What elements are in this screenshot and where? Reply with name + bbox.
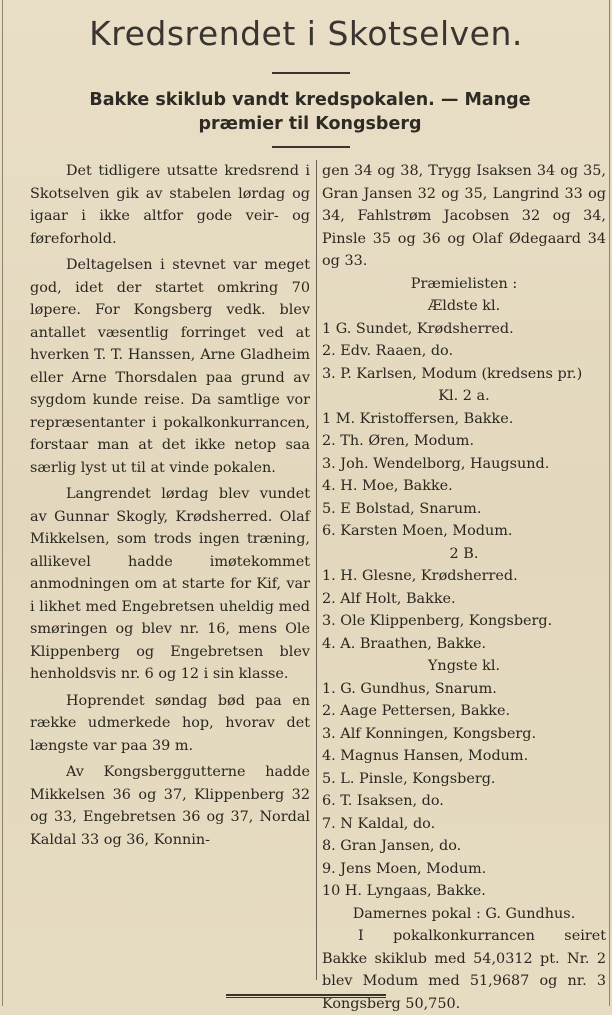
paragraph: Det tidligere utsatte kredsrend i Skotselven gik av stabelen lørdag og igaar i ikke altfor gode veir- og føreforhold. — [30, 163, 310, 247]
list-item: 3. P. Karlsen, Modum (kredsens pr.) — [322, 365, 583, 382]
list-item: 6. Karsten Moen, Modum. — [322, 523, 513, 539]
article-title: Kredsrendet i Skotselven. — [89, 14, 523, 53]
list-item: 3. Ole Klippenberg, Kongsberg. — [322, 613, 553, 629]
ladies-cup: Damernes pokal : G. Gundhus. — [352, 905, 576, 922]
bottom-rule — [226, 994, 386, 998]
right-column — [322, 160, 606, 1015]
list-item: 1. H. Glesne, Krødsherred. — [322, 568, 518, 584]
subtitle-line-2: præmier til Kongsberg — [198, 114, 422, 134]
list-item: 4. H. Moe, Bakke. — [322, 478, 453, 494]
list-item: 2. Th. Øren, Modum. — [322, 433, 475, 449]
list-item: 4. A. Braathen, Bakke. — [322, 635, 487, 652]
paragraph: Av Kongsberggutterne hadde Mikkelsen 36 og 37, Klippenberg 32 og 33, Engebretsen 36 og 37, Nordal Kaldal 33 og 36, Konnin- — [30, 764, 310, 848]
left-border — [2, 0, 3, 1006]
title-rule — [272, 72, 350, 74]
class-heading: Kl. 2 a. — [438, 388, 490, 404]
list-item: 2. Alf Holt, Bakke. — [322, 590, 456, 607]
list-item: 6. T. Isaksen, do. — [322, 793, 444, 809]
list-item: 3. Joh. Wendelborg, Haugsund. — [322, 455, 550, 472]
list-item: 1. G. Gundhus, Snarum. — [322, 680, 497, 697]
list-item: 5. L. Pinsle, Kongsberg. — [322, 770, 496, 787]
list-item: 7. N Kaldal, do. — [322, 815, 436, 832]
paragraph: Deltagelsen i stevnet var meget god, idet der startet omkring 70 løpere. For Kongsberg vedk. blev antallet væsentlig forringet ved at hverken T. T. Hanssen, Arne Gladheim eller Arne Thorsdalen paa grund av sygdom kunde reise. Da samtlige vor repræsentanter i pokalkonkurrancen, forstaar man at det ikke netop saa særlig lyst ut til at vinde pokalen. — [30, 257, 310, 476]
list-item: 2. Edv. Raaen, do. — [322, 343, 454, 359]
list-item: 2. Aage Pettersen, Bakke. — [322, 703, 511, 719]
right-border — [609, 0, 610, 1006]
subtitle-line-1: Bakke skiklub vandt kredspokalen. — Mange — [89, 90, 531, 110]
list-item: 10 H. Lyngaas, Bakke. — [322, 883, 486, 899]
list-item: 3. Alf Konningen, Kongsberg. — [322, 725, 537, 742]
closing-paragraph: I pokalkonkurrancen seiret Bakke skiklub med 54,0312 pt. Nr. 2 blev Modum med 51,9687 og nr. 3 Kongsberg 50,750. — [322, 928, 606, 1012]
article-subtitle — [40, 88, 580, 136]
column-divider — [316, 160, 317, 980]
prize-list-heading: Præmielisten : — [410, 275, 518, 292]
list-item: 1 G. Sundet, Krødsherred. — [322, 320, 514, 337]
list-item: 4. Magnus Hansen, Modum. — [322, 748, 529, 764]
paragraph: Langrendet lørdag blev vundet av Gunnar Skogly, Krødsherred. Olaf Mikkelsen, som trods ingen træning, allikevel hadde imøtekommet anmodningen om at starte for Kif, var i likhet med Engebretsen uheldig med smøringen og blev nr. 16, mens Ole Klippenberg og Engebretsen blev henholdsvis nr. 6 og 12 i sin klasse. — [30, 486, 310, 682]
list-item: 1 M. Kristoffersen, Bakke. — [322, 410, 514, 427]
class-heading: Yngste kl. — [427, 658, 501, 674]
paragraph: gen 34 og 38, Trygg Isaksen 34 og 35, Gran Jansen 32 og 35, Langrind 33 og 34, Fahlstrøm Jacobsen 32 og 34, Pinsle 35 og 36 og Olaf Ødegaard 34 og 33. — [322, 163, 606, 269]
list-item: 5. E Bolstad, Snarum. — [322, 500, 482, 517]
class-heading: 2 B. — [449, 545, 479, 562]
subtitle-rule — [272, 146, 350, 148]
paragraph: Hoprendet søndag bød paa en række udmerkede hop, hvorav det længste var paa 39 m. — [30, 692, 310, 754]
list-item: 8. Gran Jansen, do. — [322, 838, 462, 854]
left-column — [30, 160, 310, 855]
list-item: 9. Jens Moen, Modum. — [322, 860, 487, 877]
class-heading: Ældste kl. — [427, 298, 501, 314]
